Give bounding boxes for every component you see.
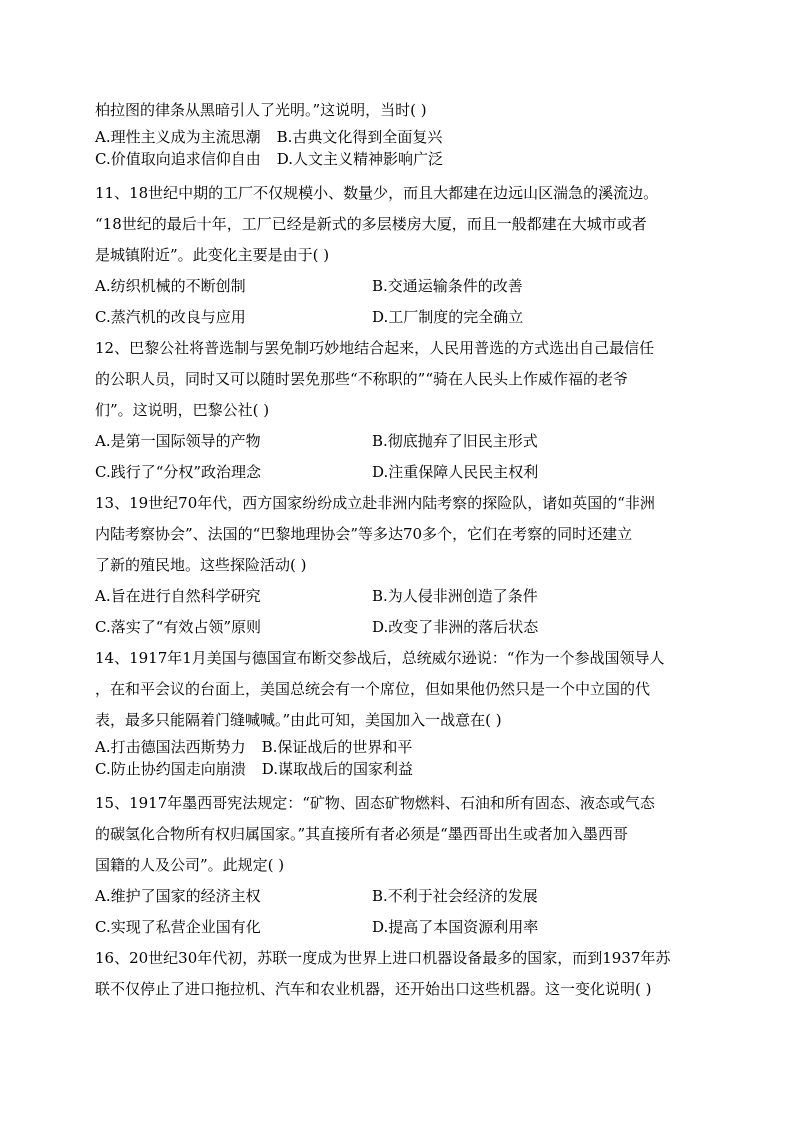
question-13-option-c[interactable]: C.落实了“有效占领”原则	[95, 618, 262, 636]
question-10-options-row	[95, 148, 705, 170]
question-12-option-c[interactable]: C.践行了“分权”政治理念	[95, 463, 262, 481]
question-14-option-b[interactable]: B.保证战后的世界和平	[261, 738, 413, 756]
question-11-option-a[interactable]: A.纺织机械的不断创制	[95, 277, 246, 295]
question-15-stem-line: 的碳氢化合物所有权归属国家。”其直接所有者必须是“墨西哥出生或者加入墨西哥	[95, 825, 628, 843]
question-12	[95, 333, 705, 488]
question-14-stem-line: ，在和平会议的台面上，美国总统会有一个席位，但如果他仍然只是一个中立国的代	[95, 680, 651, 698]
question-10-option-a[interactable]: A.理性主义成为主流思潮	[95, 128, 261, 146]
question-14-options-row	[95, 736, 705, 758]
question-11-option-b[interactable]: B.交通运输条件的改善	[372, 277, 523, 295]
question-11-options-row	[95, 271, 705, 302]
question-11-stem-line: 是城镇附近”。此变化主要是由于( )	[95, 246, 330, 264]
question-13-stem-line: 13、19世纪70年代，西方国家纷纷成立赴非洲内陆考察的探险队，诸如英国的“非洲	[95, 494, 655, 512]
question-12-stem-line: 们”。这说明，巴黎公社( )	[95, 401, 270, 419]
question-13-stem-line: 了新的殖民地。这些探险活动( )	[95, 556, 307, 574]
question-14-option-c[interactable]: C.防止协约国走向崩溃	[95, 760, 246, 778]
question-10-option-b[interactable]: B.古典文化得到全面复兴	[276, 128, 443, 146]
question-16-stem-line: 联不仅停止了进口拖拉机、汽车和农业机器，还开始出口这些机器。这一变化说明( )	[95, 980, 652, 998]
question-16-stem-line: 16、20世纪30年代初，苏联一度成为世界上进口机器设备最多的国家，而到1937年苏	[95, 949, 671, 967]
question-12-stem-line: 的公职人员，同时又可以随时罢免那些“不称职的”“骑在人民头上作威作福的老爷	[95, 370, 629, 388]
question-15-option-d[interactable]: D.提高了本国资源利用率	[372, 918, 539, 936]
question-11-stem-line: 11、18世纪中期的工厂不仅规模小、数量少，而且大都建在边远山区湍急的溪流边。	[95, 184, 659, 202]
question-15-option-b[interactable]: B.不利于社会经济的发展	[372, 887, 538, 905]
question-10-option-c[interactable]: C.价值取向追求信仰自由	[95, 150, 261, 168]
question-13-option-d[interactable]: D.改变了非洲的落后状态	[372, 618, 539, 636]
question-13-option-b[interactable]: B.为人侵非洲创造了条件	[372, 587, 538, 605]
question-13	[95, 488, 705, 643]
question-15-stem-line: 15、1917年墨西哥宪法规定：“矿物、固态矿物燃料、石油和所有固态、液态或气态	[95, 794, 655, 812]
question-14-option-d[interactable]: D.谋取战后的国家利益	[261, 760, 413, 778]
question-15-stem-line: 国籍的人及公司”。此规定( )	[95, 856, 285, 874]
question-16	[95, 943, 705, 1005]
question-14-stem-line: 表，最多只能隔着门缝喊喊。”由此可知，美国加入一战意在( )	[95, 711, 502, 729]
question-12-options-row	[95, 426, 705, 457]
question-14-option-a[interactable]: A.打击德国法西斯势力	[95, 738, 246, 756]
question-13-options-row	[95, 581, 705, 612]
question-14-stem-line: 14、1917年1月美国与德国宣布断交参战后，总统威尔逊说：“作为一个参战国领导人	[95, 649, 665, 667]
question-15-option-a[interactable]: A.维护了国家的经济主权	[95, 887, 261, 905]
question-12-option-d[interactable]: D.注重保障人民民主权利	[372, 463, 539, 481]
question-10	[95, 95, 705, 170]
question-12-option-a[interactable]: A.是第一国际领导的产物	[95, 432, 261, 450]
question-11-stem-line: “18世纪的最后十年，工厂已经是新式的多层楼房大厦，而且一般都建在大城市或者	[95, 215, 647, 233]
question-11	[95, 178, 705, 333]
question-15-option-c[interactable]: C.实现了私营企业国有化	[95, 918, 261, 936]
question-11-option-c[interactable]: C.蒸汽机的改良与应用	[95, 308, 246, 326]
question-15	[95, 788, 705, 943]
question-10-stem-line: 柏拉图的律条从黑暗引人了光明。”这说明，当时( )	[95, 101, 427, 119]
question-12-option-b[interactable]: B.彻底抛弃了旧民主形式	[372, 432, 538, 450]
question-14-options-row	[95, 758, 705, 780]
question-15-options-row	[95, 881, 705, 912]
question-13-options-row	[95, 612, 705, 643]
question-13-stem-line: 内陆考察协会”、法国的“巴黎地理协会”等多达70多个，它们在考察的同时还建立	[95, 525, 633, 543]
question-12-stem-line: 12、巴黎公社将普选制与罢免制巧妙地结合起来，人民用普选的方式选出自己最信任	[95, 339, 655, 357]
question-14	[95, 643, 705, 780]
question-10-option-d[interactable]: D.人文主义精神影响广泛	[276, 150, 443, 168]
question-12-options-row	[95, 457, 705, 488]
question-13-option-a[interactable]: A.旨在进行自然科学研究	[95, 587, 261, 605]
exam-page	[95, 95, 705, 1005]
question-10-options-row	[95, 126, 705, 148]
question-11-options-row	[95, 302, 705, 333]
question-15-options-row	[95, 912, 705, 943]
question-11-option-d[interactable]: D.工厂制度的完全确立	[372, 308, 524, 326]
